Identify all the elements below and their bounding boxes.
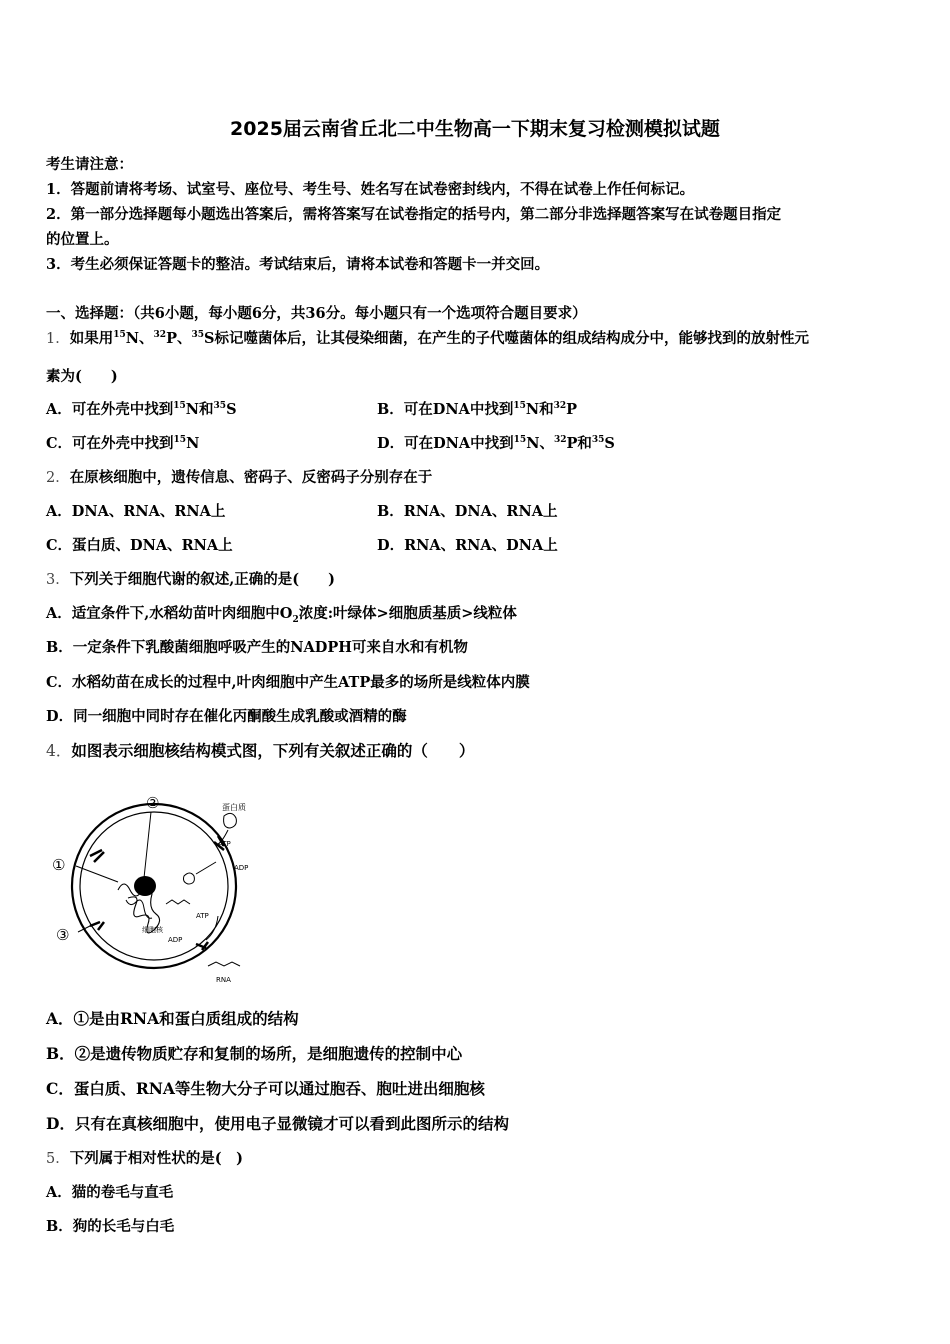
notice-item: 2．第一部分选择题每小题选出答案后，需将答案写在试卷指定的括号内，第二部分非选择题答案写在试卷题目指定 — [46, 206, 782, 223]
nuclear-pore — [90, 922, 104, 930]
question-4-option-c[interactable]: C．蛋白质、RNA等生物大分子可以通过胞吞、胞吐进出细胞核 — [46, 1079, 485, 1098]
question-1-stem: 1．如果用$^{15}$N、$^{32}$P、$^{35}$S标记噬菌体后，让其侵染细菌，在产生的子代噬菌体的组成结构成分中，能够找到的放射性元 — [46, 330, 809, 347]
leader-line — [144, 812, 151, 878]
nucleus-diagram — [48, 790, 278, 990]
rna-chain — [208, 962, 240, 966]
nucleus-label: 细胞核 — [142, 926, 163, 934]
question-4-stem: 4．如图表示细胞核结构模式图，下列有关叙述正确的（ ） — [46, 741, 475, 760]
question-1-option-d[interactable]: D．可在DNA中找到$^{15}$N、$^{32}$P和$^{35}$S — [377, 435, 615, 452]
nuclear-pore — [90, 850, 104, 862]
question-number: 1． — [46, 331, 70, 347]
leader-line — [76, 866, 118, 882]
protein-blob — [184, 873, 195, 884]
notice-item: 1．答题前请将考场、试室号、座位号、考生号、姓名写在试卷密封线内，不得在试卷上作任何标记。 — [46, 181, 695, 198]
question-4-option-b[interactable]: B．②是遗传物质贮存和复制的场所，是细胞遗传的控制中心 — [46, 1044, 463, 1063]
section-heading: 一、选择题：（共6小题，每小题6分，共36分。每小题只有一个选项符合题目要求） — [46, 305, 587, 322]
protein-blob — [224, 813, 237, 828]
protein-label: 蛋白质 — [222, 803, 246, 812]
question-number: 2． — [46, 470, 70, 486]
question-3-option-d[interactable]: D．同一细胞中同时存在催化丙酮酸生成乳酸或酒精的酶 — [46, 708, 407, 725]
adp-label: ADP — [168, 936, 183, 944]
question-5-option-b[interactable]: B．狗的长毛与白毛 — [46, 1218, 175, 1235]
question-2-option-d[interactable]: D．RNA、RNA、DNA上 — [377, 537, 558, 554]
rna-chain — [166, 900, 190, 904]
rna-label: RNA — [216, 976, 231, 984]
question-1-option-c[interactable]: C．可在外壳中找到$^{15}$N — [46, 435, 200, 452]
question-3-stem: 3．下列关于细胞代谢的叙述,正确的是( ) — [46, 571, 336, 588]
question-number: 3． — [46, 572, 70, 588]
nucleolus — [134, 876, 156, 896]
question-2-stem: 2．在原核细胞中，遗传信息、密码子、反密码子分别存在于 — [46, 469, 433, 486]
label-2: ② — [146, 794, 160, 812]
question-3-option-b[interactable]: B．一定条件下乳酸菌细胞呼吸产生的NADPH可来自水和有机物 — [46, 639, 468, 656]
question-4-option-d[interactable]: D．只有在真核细胞中，使用电子显微镜才可以看到此图所示的结构 — [46, 1114, 509, 1133]
label-1: ① — [52, 856, 66, 874]
label-3: ③ — [56, 926, 70, 944]
question-4-option-a[interactable]: A．①是由RNA和蛋白质组成的结构 — [46, 1009, 299, 1028]
question-number: 4． — [46, 742, 72, 760]
notice-item: 的位置上。 — [46, 231, 119, 248]
question-3-option-a[interactable]: A．适宜条件下,水稻幼苗叶肉细胞中$O_2$浓度:叶绿体>细胞质基质>线粒体 — [46, 605, 517, 625]
notice-item: 3．考生必须保证答题卡的整洁。考试结束后，请将本试卷和答题卡一并交回。 — [46, 256, 550, 273]
question-3-option-c[interactable]: C．水稻幼苗在成长的过程中,叶肉细胞中产生ATP最多的场所是线粒体内膜 — [46, 674, 530, 691]
arrow — [196, 862, 216, 874]
question-2-option-b[interactable]: B．RNA、DNA、RNA上 — [377, 503, 558, 520]
question-1-option-a[interactable]: A．可在外壳中找到$^{15}$N和$^{35}$S — [46, 401, 237, 418]
adp-label: ADP — [234, 864, 249, 872]
question-number: 5． — [46, 1151, 70, 1167]
question-2-option-c[interactable]: C．蛋白质、DNA、RNA上 — [46, 537, 233, 554]
question-2-option-a[interactable]: A．DNA、RNA、RNA上 — [46, 503, 226, 520]
notice-heading: 考生请注意： — [46, 156, 133, 173]
atp-label: ATP — [196, 912, 209, 920]
question-1-option-b[interactable]: B．可在DNA中找到$^{15}$N和$^{32}$P — [377, 401, 578, 418]
question-5-option-a[interactable]: A．猫的卷毛与直毛 — [46, 1184, 174, 1201]
page-title: 2025届云南省丘北二中生物高一下期末复习检测模拟试题 — [230, 118, 720, 140]
atp-label: ATP — [218, 840, 231, 848]
question-5-stem: 5．下列属于相对性状的是( ) — [46, 1150, 243, 1167]
question-1-stem-cont: 素为( ) — [46, 368, 118, 385]
